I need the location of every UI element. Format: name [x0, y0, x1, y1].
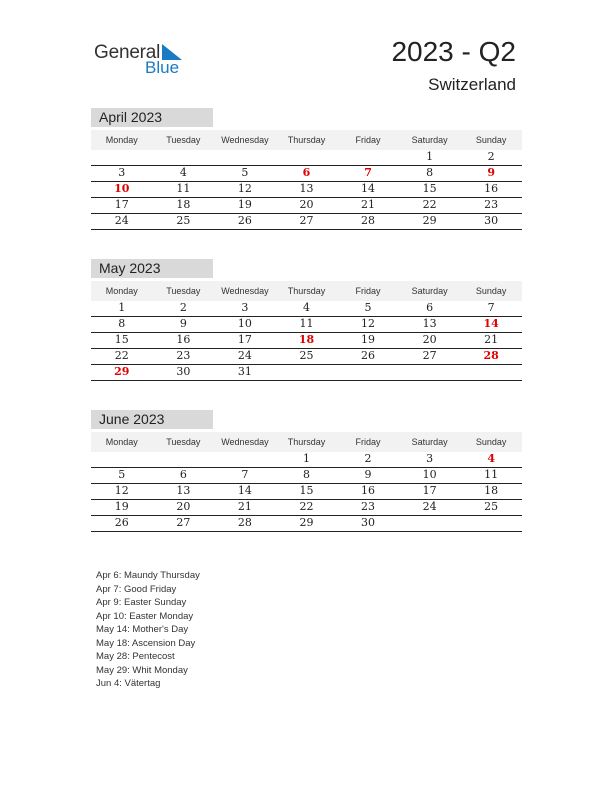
date-cell: 1: [302, 452, 310, 465]
date-cell: 11: [176, 182, 191, 195]
date-cell: 8: [426, 166, 434, 179]
date-cell: 27: [299, 214, 314, 227]
week-row: [91, 516, 522, 532]
weekday-label: Saturday: [411, 286, 448, 296]
date-cell: 27: [176, 516, 191, 529]
weekday-header-row: [91, 432, 522, 452]
date-cell: 6: [179, 468, 187, 481]
weekday-label: Tuesday: [166, 135, 201, 145]
month-calendar-june: [91, 410, 522, 532]
weekday-label: Thursday: [287, 135, 326, 145]
date-cell: 7: [487, 301, 495, 314]
date-cell: 28: [237, 516, 252, 529]
date-cell: 19: [361, 333, 376, 346]
date-cell: 11: [299, 317, 314, 330]
weekday-label: Saturday: [411, 437, 448, 447]
date-cell: 5: [241, 166, 249, 179]
date-cell: 30: [176, 365, 191, 378]
date-cell: 20: [299, 198, 314, 211]
date-cell: 24: [237, 349, 252, 362]
date-cell: 24: [422, 500, 437, 513]
weekday-header-row: [91, 130, 522, 150]
holiday-list-item: Apr 10: Easter Monday: [96, 610, 194, 622]
date-cell: 5: [118, 468, 126, 481]
holiday-date-cell: 7: [364, 166, 372, 179]
logo: [94, 40, 194, 80]
weekday-label: Monday: [105, 437, 138, 447]
date-cell: 20: [176, 500, 191, 513]
week-row: [91, 166, 522, 182]
weekday-label: Tuesday: [166, 286, 201, 296]
weekday-label: Thursday: [287, 437, 326, 447]
date-cell: 8: [302, 468, 310, 481]
date-cell: 16: [361, 484, 376, 497]
month-title: April 2023: [91, 108, 213, 127]
month-calendar-april: [91, 108, 522, 230]
holiday-list: [96, 569, 200, 691]
date-cell: 9: [364, 468, 372, 481]
holiday-date-cell: 29: [114, 365, 130, 378]
week-row: [91, 365, 522, 381]
weekday-label: Sunday: [475, 286, 507, 296]
date-cell: 30: [361, 516, 376, 529]
holiday-list-item: May 29: Whit Monday: [96, 664, 188, 676]
weekday-label: Wednesday: [221, 437, 269, 447]
holiday-list-item: May 14: Mother's Day: [96, 624, 189, 635]
date-cell: 26: [361, 349, 376, 362]
date-cell: 22: [422, 198, 437, 211]
logo-blue-text: Blue: [145, 58, 180, 77]
date-cell: 23: [361, 500, 376, 513]
holiday-date-cell: 18: [298, 333, 315, 346]
weekday-label: Friday: [355, 437, 381, 447]
holiday-date-cell: 10: [114, 182, 130, 195]
date-cell: 21: [361, 198, 376, 211]
date-cell: 10: [237, 317, 252, 330]
date-cell: 25: [176, 214, 191, 227]
date-cell: 17: [114, 198, 129, 211]
date-cell: 15: [299, 484, 314, 497]
date-cell: 1: [426, 150, 434, 163]
date-cell: 20: [422, 333, 437, 346]
date-cell: 10: [422, 468, 437, 481]
date-cell: 14: [361, 182, 376, 195]
holiday-list-item: Apr 9: Easter Sunday: [96, 597, 187, 608]
date-cell: 15: [422, 182, 437, 195]
holiday-list-item: May 18: Ascension Day: [96, 637, 196, 649]
date-cell: 4: [179, 166, 187, 179]
date-cell: 22: [114, 349, 129, 362]
date-cell: 16: [484, 182, 499, 195]
holiday-list-item: Apr 7: Good Friday: [96, 583, 177, 595]
date-cell: 29: [299, 516, 314, 529]
date-cell: 13: [422, 317, 437, 330]
week-row: [91, 301, 522, 317]
date-cell: 15: [114, 333, 129, 346]
date-cell: 27: [422, 349, 437, 362]
holiday-list-item: Jun 4: Vätertag: [96, 678, 161, 689]
date-cell: 7: [241, 468, 249, 481]
holiday-date-cell: 9: [487, 166, 495, 179]
holiday-date-cell: 6: [302, 166, 311, 179]
date-cell: 19: [114, 500, 129, 513]
date-cell: 13: [299, 182, 314, 195]
week-row: [91, 484, 522, 500]
date-cell: 4: [302, 301, 310, 314]
weekday-label: Monday: [105, 135, 138, 145]
week-row: [91, 500, 522, 516]
date-cell: 21: [237, 500, 252, 513]
date-cell: 25: [484, 500, 499, 513]
holiday-date-cell: 4: [487, 452, 495, 465]
date-cell: 25: [299, 349, 314, 362]
weekday-label: Monday: [105, 286, 138, 296]
date-cell: 11: [484, 468, 499, 481]
month-title: June 2023: [91, 410, 213, 429]
date-cell: 8: [118, 317, 126, 330]
week-row: [91, 198, 522, 214]
weekday-label: Friday: [355, 286, 381, 296]
week-row: [91, 150, 522, 166]
date-cell: 5: [364, 301, 372, 314]
weekday-label: Sunday: [475, 437, 507, 447]
date-cell: 12: [237, 182, 252, 195]
week-row: [91, 349, 522, 365]
date-cell: 21: [484, 333, 499, 346]
weekday-label: Saturday: [411, 135, 448, 145]
weekday-label: Wednesday: [221, 135, 269, 145]
date-cell: 2: [487, 150, 495, 163]
date-cell: 2: [179, 301, 187, 314]
page-title: 2023 - Q2: [391, 36, 516, 67]
date-cell: 17: [237, 333, 252, 346]
date-cell: 16: [176, 333, 191, 346]
date-cell: 18: [484, 484, 499, 497]
date-cell: 28: [361, 214, 376, 227]
date-cell: 26: [237, 214, 252, 227]
holiday-list-item: May 28: Pentecost: [96, 651, 175, 662]
date-cell: 2: [364, 452, 372, 465]
week-row: [91, 317, 522, 333]
date-cell: 3: [118, 166, 126, 179]
date-cell: 23: [176, 349, 191, 362]
date-cell: 30: [484, 214, 499, 227]
month-calendar-may: [91, 259, 522, 381]
date-cell: 29: [422, 214, 437, 227]
date-cell: 6: [426, 301, 434, 314]
date-cell: 12: [361, 317, 376, 330]
date-cell: 31: [237, 365, 252, 378]
date-cell: 17: [422, 484, 437, 497]
date-cell: 3: [426, 452, 434, 465]
weekday-header-row: [91, 281, 522, 301]
country-name: Switzerland: [428, 75, 516, 94]
date-cell: 13: [176, 484, 191, 497]
holiday-list-item: Apr 6: Maundy Thursday: [96, 570, 200, 581]
weekday-label: Wednesday: [221, 286, 269, 296]
holiday-date-cell: 14: [483, 317, 499, 330]
date-cell: 19: [237, 198, 252, 211]
week-row: [91, 214, 522, 230]
weekday-label: Thursday: [287, 286, 326, 296]
date-cell: 26: [114, 516, 129, 529]
holiday-date-cell: 28: [483, 349, 499, 362]
week-row: [91, 468, 522, 484]
date-cell: 1: [118, 301, 126, 314]
date-cell: 12: [114, 484, 129, 497]
month-title: May 2023: [91, 259, 213, 278]
date-cell: 22: [299, 500, 314, 513]
date-cell: 23: [484, 198, 499, 211]
week-row: [91, 452, 522, 468]
logo-general-text: General: [94, 42, 161, 63]
date-cell: 14: [237, 484, 252, 497]
weekday-label: Sunday: [475, 135, 507, 145]
date-cell: 24: [114, 214, 129, 227]
week-row: [91, 333, 522, 349]
weekday-label: Friday: [355, 135, 381, 145]
date-cell: 18: [176, 198, 191, 211]
weekday-label: Tuesday: [166, 437, 201, 447]
week-row: [91, 182, 522, 198]
date-cell: 9: [179, 317, 187, 330]
date-cell: 3: [241, 301, 249, 314]
